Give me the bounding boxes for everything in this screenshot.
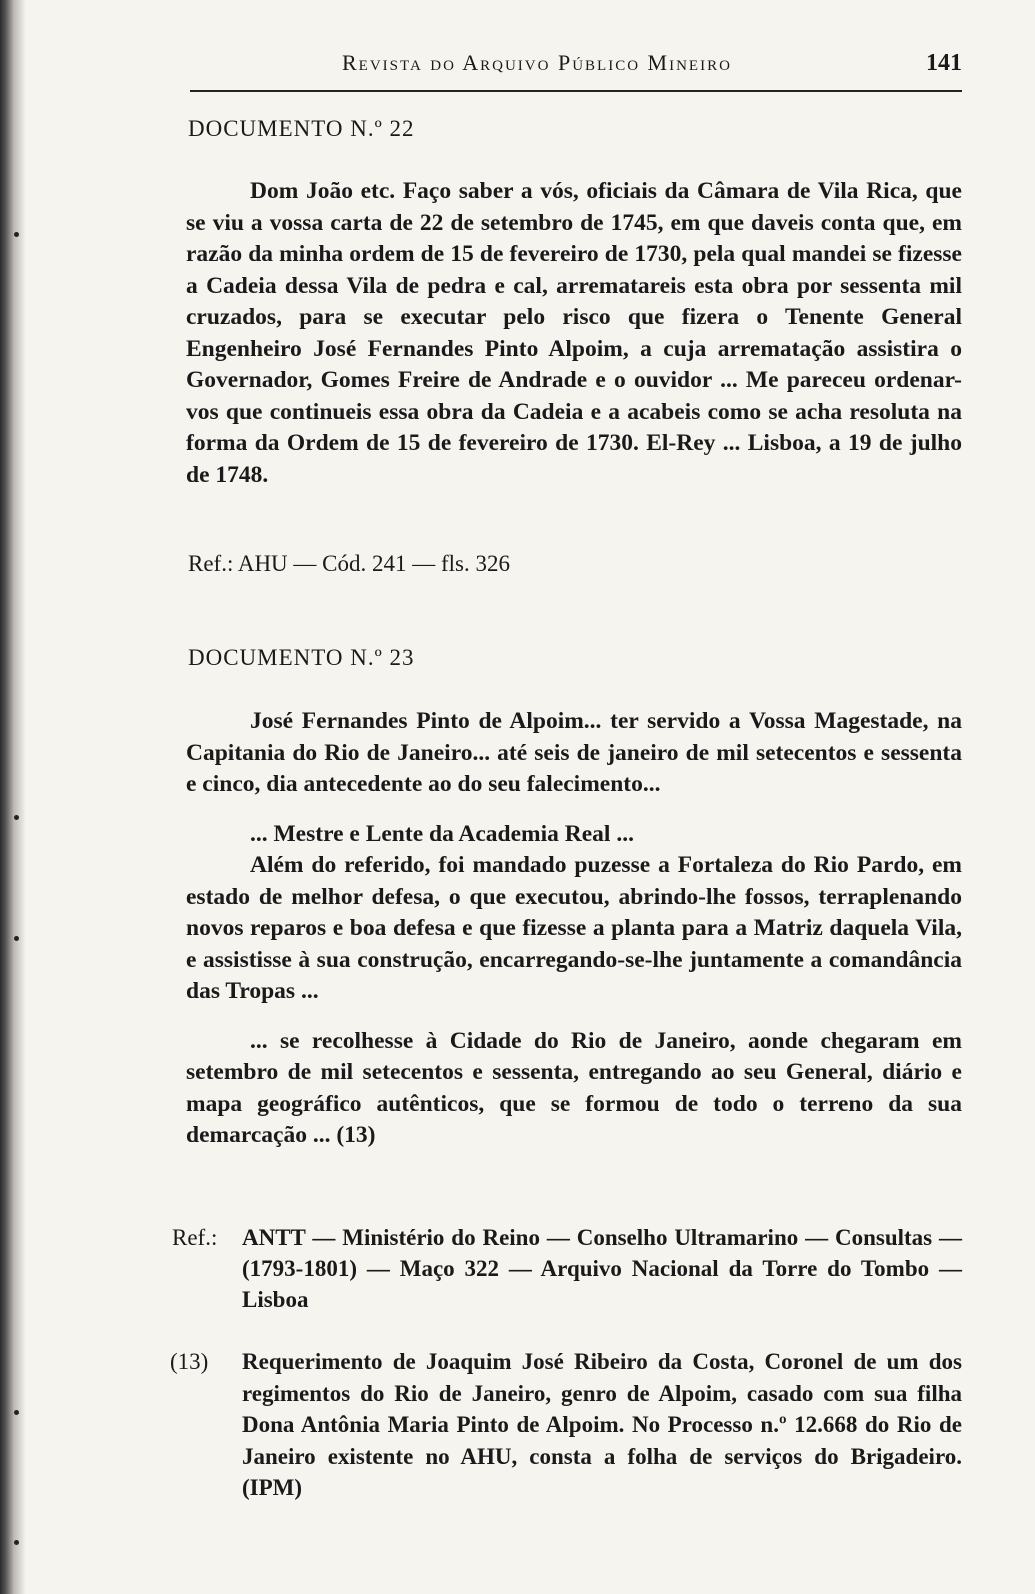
reference-label: Ref.: <box>172 1225 218 1250</box>
margin-mark <box>14 1540 19 1545</box>
document-23-paragraph-2: ... Mestre e Lente da Academia Real ... <box>250 820 634 847</box>
document-23-body <box>186 706 962 1152</box>
document-23-paragraph-4: ... se recolhesse à Cidade do Rio de Janeiro, aonde chegaram em setembro de mil setecentos e sessenta, entregando ao seu General, diário e mapa geográfico autênticos, que se formou de todo o terreno da sua demarcação ... (13) <box>186 1027 962 1148</box>
footnote <box>170 1346 962 1504</box>
document-23-paragraph-3: Além do referido, foi mandado puzesse a Fortaleza do Rio Pardo, em estado de melhor defesa, o que executou, abrindo-lhe fossos, terraplenando novos reparos e boa defesa e que fizesse a planta para a Matriz daquela Vila, e assistisse à sua construção, encarregando-se-lhe juntamente a comandância das Tropas ... <box>186 852 962 1004</box>
running-title: Revista do Arquivo Público Mineiro <box>342 50 732 75</box>
reference-text: ANTT — Ministério do Reino — Conselho Ultramarino — Consultas — (1793-1801) — Maço 322 — Arquivo Nacional da Torre do Tombo — Lisboa <box>242 1225 962 1312</box>
margin-mark <box>14 936 19 941</box>
document-23-reference <box>172 1222 962 1315</box>
margin-mark <box>14 815 19 820</box>
document-23-heading: DOCUMENTO N.º 23 <box>188 645 415 670</box>
document-22-reference: Ref.: AHU — Cód. 241 — fls. 326 <box>188 551 510 576</box>
document-22-heading: DOCUMENTO N.º 22 <box>188 116 415 141</box>
document-22-paragraph: Dom João etc. Faço saber a vós, oficiais da Câmara de Vila Rica, que se viu a vossa carta de 22 de setembro de 1745, em que daveis conta que, em razão da minha ordem de 15 de fevereiro de 1730, pela qual mandei se fizesse a Cadeia dessa Vila de pedra e cal, arrematareis esta obra por sessenta mil cruzados, para se executar pelo risco que fizera o Tenente General Engenheiro José Fernandes Pinto Alpoim, a cuja arrematação assistira o Governador, Gomes Freire de Andrade e o ouvidor ... Me pareceu ordenar-vos que continueis essa obra da Cadeia e a acabeis como se acha resoluta na forma da Ordem de 15 de fevereiro de 1730. El-Rey ... Lisboa, a 19 de julho de 1748. <box>186 178 962 488</box>
margin-mark <box>14 1410 19 1415</box>
document-23-paragraph-1: José Fernandes Pinto de Alpoim... ter servido a Vossa Magestade, na Capitania do Rio de Janeiro... até seis de janeiro de mil setecentos e sessenta e cinco, dia antecedente ao do seu falecimento... <box>186 708 962 797</box>
binding-shadow <box>0 0 26 1594</box>
page-number: 141 <box>926 50 962 76</box>
footnote-text: Requerimento de Joaquim José Ribeiro da Costa, Coronel de um dos regimentos do Rio de Janeiro, genro de Alpoim, casado com sua filha Dona Antônia Maria Pinto de Alpoim. No Processo n.º 12.668 do Rio de Janeiro existente no AHU, consta a folha de serviços do Brigadeiro. (IPM) <box>242 1349 962 1500</box>
header-rule <box>190 90 962 92</box>
page-header <box>190 48 962 88</box>
document-22-body <box>186 176 962 491</box>
margin-mark <box>14 232 19 237</box>
footnote-mark: (13) <box>170 1349 209 1374</box>
